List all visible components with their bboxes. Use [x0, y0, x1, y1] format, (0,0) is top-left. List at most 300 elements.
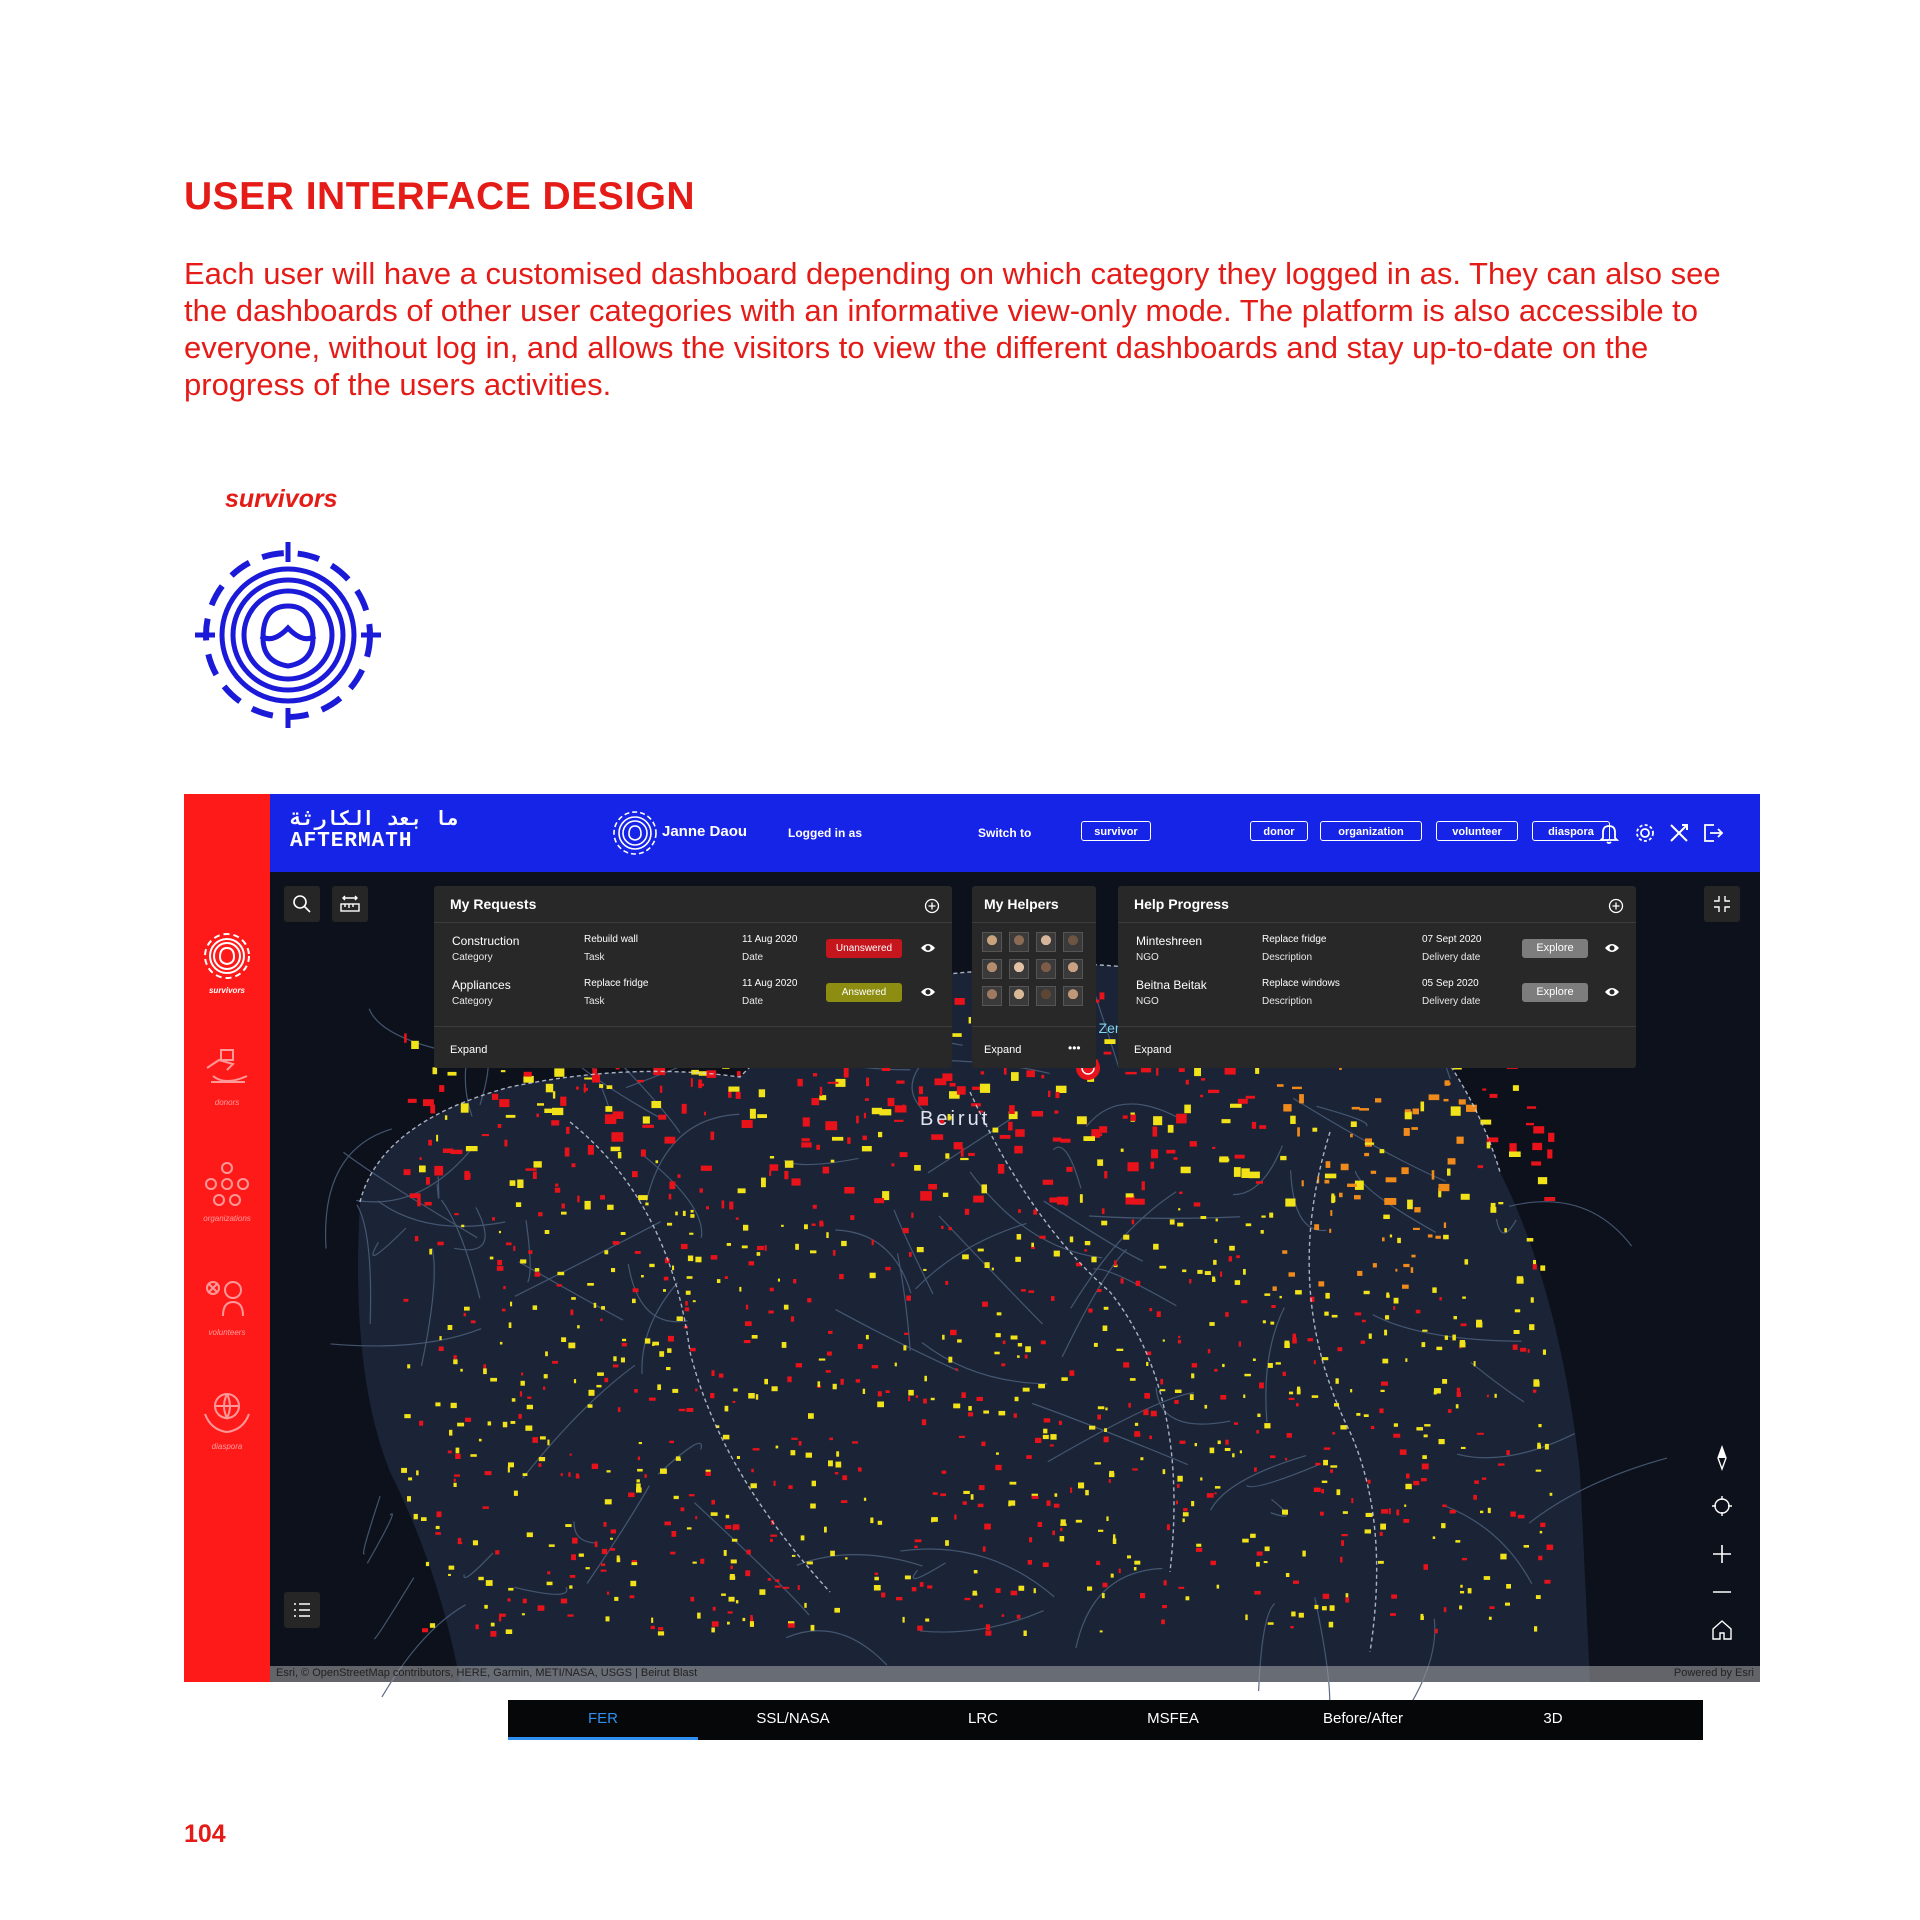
damaged-building [1008, 1122, 1013, 1131]
damaged-building [743, 1225, 748, 1231]
damaged-building [670, 1552, 675, 1555]
damaged-building [521, 1373, 523, 1376]
damaged-building [1391, 1594, 1397, 1598]
damaged-building [757, 1252, 761, 1256]
damaged-building [1330, 1469, 1333, 1472]
damaged-building [1147, 1352, 1152, 1356]
damaged-building [717, 1279, 721, 1283]
damaged-building [1356, 1413, 1360, 1416]
damaged-building [1290, 1626, 1293, 1628]
damaged-building [1102, 1593, 1105, 1598]
legend-button[interactable] [284, 1592, 320, 1628]
damaged-building [632, 1562, 638, 1565]
explore-button[interactable]: Explore [1522, 939, 1588, 958]
damaged-building [1009, 1105, 1015, 1114]
damaged-building [1160, 1379, 1163, 1385]
damaged-building [782, 1342, 787, 1348]
damaged-building [448, 1451, 452, 1454]
damaged-building [1289, 1272, 1296, 1276]
damaged-building [1140, 1457, 1143, 1460]
damaged-building [785, 1161, 794, 1168]
damaged-building [700, 1188, 703, 1192]
switch-organization-button[interactable]: organization [1320, 821, 1422, 841]
damaged-building [1461, 1194, 1470, 1200]
damaged-building [796, 1363, 802, 1367]
more-options-button[interactable]: ••• [1068, 1041, 1081, 1055]
damaged-building [847, 1137, 850, 1144]
damaged-building [730, 1566, 733, 1569]
damaged-building [1265, 1547, 1270, 1552]
damaged-building [850, 1215, 854, 1220]
globe-hands-icon [201, 1386, 253, 1438]
damaged-building [1130, 1115, 1136, 1121]
helper-avatar[interactable] [1063, 932, 1083, 952]
damaged-building [1371, 1426, 1375, 1429]
damaged-building [819, 1359, 826, 1361]
damaged-building [1322, 1481, 1328, 1483]
damaged-building [919, 1086, 923, 1094]
tab-before-after[interactable]: Before/After [1322, 1710, 1404, 1727]
switch-donor-button[interactable]: donor [1250, 821, 1308, 841]
damaged-building [1170, 1219, 1175, 1224]
damaged-building [1018, 1343, 1022, 1347]
damaged-building [503, 1422, 508, 1428]
explore-button[interactable]: Explore [1522, 983, 1588, 1002]
helper-org-type: NGO [1136, 952, 1159, 963]
damaged-building [1518, 1515, 1525, 1519]
damaged-building [618, 1407, 621, 1412]
damaged-building [1444, 1607, 1447, 1612]
damaged-building [1208, 1349, 1211, 1353]
damaged-building [1540, 1531, 1543, 1534]
damaged-building [942, 1471, 947, 1474]
damaged-building [585, 1201, 591, 1210]
helper-avatar[interactable] [1036, 932, 1056, 952]
damaged-building [1103, 1583, 1108, 1588]
tab-fer[interactable]: FER [508, 1700, 698, 1740]
damaged-building [592, 1075, 600, 1083]
helper-avatar[interactable] [1063, 959, 1083, 979]
damaged-building [597, 1372, 604, 1376]
search-button[interactable] [284, 886, 320, 922]
damaged-building [1192, 1363, 1197, 1367]
damaged-building [1329, 1622, 1334, 1628]
damaged-building [1094, 1462, 1101, 1464]
damaged-building [1105, 1408, 1107, 1411]
damaged-building [739, 1287, 741, 1292]
damaged-building [764, 1379, 768, 1384]
damaged-building [941, 1226, 944, 1229]
damaged-building [979, 1604, 983, 1607]
damaged-building [765, 1245, 767, 1251]
damaged-building [1386, 1293, 1389, 1298]
damaged-building [1259, 1383, 1264, 1389]
damaged-building [560, 1097, 566, 1106]
list-icon [292, 1600, 312, 1620]
damaged-building [812, 1481, 816, 1487]
damaged-building [1284, 1343, 1290, 1348]
damaged-building [490, 1257, 494, 1260]
damaged-building [637, 1080, 644, 1082]
damaged-building [1034, 1588, 1036, 1593]
damaged-building [1205, 1405, 1208, 1409]
damaged-building [449, 1430, 452, 1436]
delivery-date-label: Delivery date [1422, 952, 1481, 963]
expand-link[interactable]: Expand [984, 1044, 1022, 1056]
damaged-building [1343, 1511, 1348, 1514]
gear-icon[interactable] [1634, 822, 1656, 844]
damaged-building [607, 1592, 609, 1595]
damaged-building [1371, 1171, 1376, 1174]
damaged-building [726, 1515, 730, 1519]
damaged-building [1293, 1581, 1299, 1584]
damaged-building [1366, 1513, 1373, 1517]
damaged-building [903, 1228, 909, 1233]
damaged-building [672, 1266, 674, 1271]
damaged-building [1435, 1236, 1440, 1239]
compass-button[interactable] [1704, 1440, 1740, 1476]
damaged-building [1329, 1229, 1331, 1233]
divider [434, 1026, 952, 1027]
damaged-building [517, 1180, 523, 1189]
eye-icon[interactable] [1604, 985, 1620, 999]
helper-avatar[interactable] [982, 959, 1002, 979]
tools-icon[interactable] [1668, 822, 1690, 844]
damaged-building [404, 1169, 411, 1175]
damaged-building [1167, 1524, 1170, 1530]
home-icon [1710, 1618, 1734, 1642]
damaged-building [833, 1384, 837, 1390]
damaged-building [1225, 1440, 1228, 1445]
damaged-building [651, 1626, 655, 1629]
helper-avatar[interactable] [1009, 932, 1029, 952]
damaged-building [793, 1279, 796, 1283]
damaged-building [1509, 1143, 1516, 1153]
damaged-building [1219, 1156, 1228, 1162]
damaged-building [1533, 1264, 1537, 1269]
damaged-building [1271, 1305, 1275, 1308]
eye-icon[interactable] [1604, 941, 1620, 955]
damaged-building [1184, 1105, 1191, 1114]
damaged-building [1380, 1149, 1385, 1153]
switch-volunteer-button[interactable]: volunteer [1436, 821, 1518, 841]
damaged-building [770, 1539, 773, 1542]
damaged-building [1296, 1403, 1299, 1406]
damaged-building [1060, 1528, 1062, 1531]
damaged-building [845, 1557, 847, 1559]
damaged-building [804, 1603, 806, 1608]
damaged-building [411, 1041, 419, 1049]
damaged-building [557, 1272, 564, 1275]
damaged-building [872, 1240, 874, 1246]
measure-button[interactable] [332, 886, 368, 922]
damaged-building [1534, 1626, 1537, 1631]
damaged-building [610, 1538, 613, 1540]
damaged-building [1157, 1311, 1161, 1317]
damaged-building [896, 1597, 902, 1600]
damaged-building [1099, 1126, 1107, 1133]
damaged-building [993, 1128, 999, 1133]
helper-avatar[interactable] [982, 986, 1002, 1006]
damaged-building [1230, 1104, 1242, 1108]
zoom-in-button[interactable] [1704, 1536, 1740, 1572]
damaged-building [1436, 1347, 1442, 1350]
damaged-building [683, 1211, 686, 1216]
damaged-building [594, 1303, 597, 1308]
damaged-building [1066, 1167, 1072, 1172]
damaged-building [982, 1302, 988, 1307]
damaged-building [1282, 1250, 1287, 1254]
damaged-building [727, 1243, 731, 1246]
damaged-building [545, 1230, 550, 1234]
damaged-building [1506, 1450, 1509, 1455]
damaged-building [1235, 1280, 1240, 1285]
damaged-building [1121, 1149, 1124, 1152]
damaged-building [551, 1120, 559, 1125]
damaged-building [414, 1514, 418, 1519]
zoom-out-button[interactable] [1704, 1574, 1740, 1610]
damaged-building [791, 1438, 797, 1440]
damaged-building [1506, 1584, 1511, 1589]
sidebar-item-diaspora[interactable] [184, 1386, 270, 1451]
sidebar-item-volunteers[interactable] [184, 1272, 270, 1337]
damaged-building [827, 1352, 832, 1356]
damaged-building [464, 1173, 470, 1179]
damaged-building [1540, 1523, 1545, 1528]
damaged-building [420, 1157, 422, 1160]
city-label: Beirut [920, 1108, 991, 1130]
damaged-building [461, 1225, 464, 1228]
damaged-building [555, 1188, 560, 1193]
damaged-building [954, 1142, 963, 1149]
damaged-building [1135, 1423, 1138, 1426]
tab-ssl-nasa[interactable]: SSL/NASA [756, 1710, 830, 1727]
damaged-building [1531, 1297, 1534, 1302]
damaged-building [1533, 1126, 1544, 1133]
damaged-building [768, 1311, 773, 1314]
damaged-building [1289, 1398, 1295, 1400]
damaged-building [536, 1114, 539, 1118]
damaged-building [931, 1398, 935, 1400]
damaged-building [1021, 1289, 1026, 1292]
damaged-building [819, 1221, 823, 1226]
damaged-building [490, 1378, 497, 1382]
eye-icon[interactable] [920, 941, 936, 955]
logout-icon[interactable] [1702, 822, 1724, 844]
damaged-building [448, 1325, 453, 1330]
sidebar-item-donors[interactable] [184, 1046, 270, 1107]
panel-title: My Helpers [984, 896, 1059, 912]
damaged-building [1330, 1605, 1335, 1611]
damaged-building [1096, 1563, 1100, 1565]
damaged-building [751, 1469, 754, 1472]
damaged-building [1359, 1108, 1369, 1111]
damaged-building [1342, 1534, 1348, 1536]
damaged-building [1060, 1139, 1070, 1143]
damaged-building [828, 1460, 833, 1466]
damaged-building [523, 1473, 528, 1476]
home-button[interactable] [1704, 1612, 1740, 1648]
tab-3d[interactable]: 3D [1543, 1710, 1563, 1727]
expand-link[interactable]: Expand [1134, 1044, 1172, 1056]
damaged-building [1526, 1123, 1534, 1125]
damaged-building [1416, 1310, 1421, 1314]
damaged-building [651, 1101, 661, 1108]
add-circle-icon[interactable] [924, 898, 940, 914]
damaged-building [1200, 1095, 1203, 1098]
damaged-building [1482, 1089, 1486, 1091]
damaged-building [606, 1616, 610, 1621]
damaged-building [729, 1597, 735, 1602]
damaged-building [547, 1440, 549, 1446]
logged-in-label: Logged in as [788, 826, 863, 840]
damaged-building [788, 1623, 795, 1627]
damaged-building [1280, 1296, 1282, 1298]
sidebar-item-survivors[interactable] [184, 930, 270, 995]
damaged-building [1011, 1591, 1018, 1596]
helper-avatar[interactable] [1009, 986, 1029, 1006]
damaged-building [632, 1171, 638, 1177]
damaged-building [1024, 1631, 1027, 1637]
damaged-building [912, 1587, 917, 1591]
damaged-building [1394, 1298, 1399, 1304]
damaged-building [599, 1084, 603, 1088]
damaged-building [1299, 1613, 1304, 1618]
damaged-building [810, 1250, 816, 1253]
damaged-building [959, 1436, 965, 1438]
damaged-building [439, 1347, 444, 1352]
collapse-panels-button[interactable] [1704, 886, 1740, 922]
damaged-building [1123, 1362, 1129, 1367]
damaged-building [506, 1115, 516, 1118]
panel-title: Help Progress [1134, 896, 1229, 912]
damaged-building [1364, 1414, 1369, 1417]
helper-avatar[interactable] [1036, 959, 1056, 979]
damaged-building [931, 1134, 943, 1140]
damaged-building [1421, 1102, 1425, 1112]
damaged-building [1160, 1389, 1166, 1391]
helper-avatar[interactable] [1036, 986, 1056, 1006]
damaged-building [637, 1479, 640, 1482]
damaged-building [1257, 1552, 1263, 1556]
damaged-building [506, 1629, 513, 1634]
damaged-building [1200, 1477, 1202, 1480]
helper-avatar[interactable] [1009, 959, 1029, 979]
damaged-building [479, 1439, 482, 1442]
damaged-building [1210, 1448, 1215, 1454]
damaged-building [1159, 1266, 1166, 1269]
damaged-building [957, 1086, 966, 1095]
sidebar-item-organizations[interactable] [184, 1158, 270, 1223]
damaged-building [1054, 1111, 1058, 1114]
damaged-building [1061, 1519, 1066, 1524]
damaged-building [1457, 1388, 1460, 1392]
damaged-building [604, 1378, 608, 1382]
damaged-building [1513, 1085, 1519, 1091]
damaged-building [1261, 1230, 1264, 1234]
damaged-building [614, 1597, 618, 1601]
damaged-building [700, 1559, 704, 1564]
damaged-building [645, 1338, 650, 1343]
powered-by[interactable]: Powered by Esri [1673, 1667, 1754, 1679]
damaged-building [829, 1438, 833, 1441]
switch-diaspora-button[interactable]: diaspora [1532, 821, 1610, 841]
damaged-building [601, 1563, 605, 1566]
damaged-building [1332, 1315, 1338, 1318]
damaged-building [1018, 1209, 1021, 1213]
damaged-building [863, 1136, 867, 1141]
damaged-building [1176, 1114, 1187, 1124]
damaged-building [736, 1217, 739, 1219]
damaged-building [497, 1266, 504, 1271]
damaged-building [832, 1137, 843, 1141]
damaged-building [622, 1343, 627, 1346]
damaged-building [968, 1412, 973, 1416]
damaged-building [437, 1511, 442, 1517]
damaged-building [1186, 1596, 1190, 1600]
damaged-building [811, 1625, 815, 1631]
damaged-building [435, 1402, 440, 1406]
eye-icon[interactable] [920, 985, 936, 999]
add-circle-icon[interactable] [1608, 898, 1624, 914]
plus-icon [1710, 1542, 1734, 1566]
damaged-building [856, 1379, 860, 1382]
damaged-building [577, 1196, 579, 1203]
damaged-building [1153, 1116, 1162, 1125]
damaged-building [1270, 1322, 1274, 1325]
damaged-building [1104, 1039, 1115, 1044]
top-bar [270, 794, 1760, 872]
damaged-building [495, 1550, 499, 1554]
app-logo[interactable] [290, 810, 459, 852]
damaged-building [1109, 1473, 1114, 1477]
damaged-building [750, 1109, 756, 1119]
damaged-building [1060, 1536, 1065, 1541]
damaged-building [1256, 1181, 1263, 1184]
damaged-building [1536, 1595, 1541, 1599]
damaged-building [476, 1624, 479, 1629]
helper-avatar[interactable] [1063, 986, 1083, 1006]
damaged-building [965, 1598, 971, 1600]
damaged-building [611, 1268, 615, 1272]
divider [1118, 1026, 1636, 1027]
switch-label: Switch to [978, 826, 1032, 840]
damaged-building [791, 1316, 794, 1321]
helper-avatar[interactable] [982, 932, 1002, 952]
damaged-building [1544, 1580, 1550, 1584]
bell-icon[interactable] [1598, 822, 1620, 844]
damaged-building [1104, 1428, 1107, 1432]
damaged-building [1245, 1615, 1247, 1621]
damaged-building [775, 1586, 781, 1588]
damaged-building [866, 1078, 869, 1087]
damaged-building [1268, 1622, 1274, 1625]
expand-link[interactable]: Expand [450, 1044, 488, 1056]
locate-button[interactable] [1704, 1488, 1740, 1524]
damaged-building [770, 1156, 774, 1159]
tab-lrc[interactable]: LRC [967, 1710, 998, 1727]
tab-msfea[interactable]: MSFEA [1147, 1710, 1199, 1727]
damaged-building [1331, 1194, 1334, 1204]
request-task: Replace fridge [584, 978, 649, 989]
damaged-building [549, 1544, 555, 1547]
damaged-building [994, 1352, 999, 1355]
damaged-building [1191, 1373, 1194, 1378]
request-category-label: Category [452, 952, 493, 963]
damaged-building [984, 1524, 991, 1530]
damaged-building [1414, 1207, 1420, 1212]
damaged-building [1128, 1162, 1139, 1171]
